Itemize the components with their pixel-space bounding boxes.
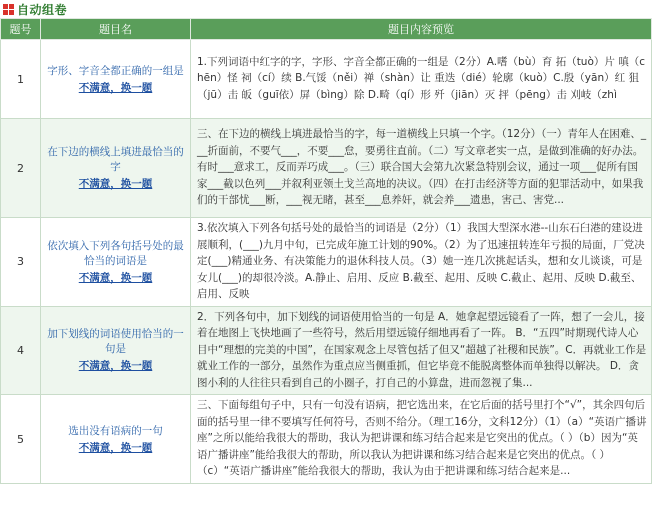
question-name: 在下边的横线上填进最恰当的字 xyxy=(47,146,184,173)
question-name: 选出没有语病的一句 xyxy=(68,424,163,437)
replace-question-link[interactable]: 不满意，换一题 xyxy=(78,81,153,94)
section-header xyxy=(0,0,652,18)
header-num: 题号 xyxy=(1,19,41,40)
table-row xyxy=(1,40,652,119)
question-number: 5 xyxy=(1,395,41,484)
question-number: 3 xyxy=(1,218,41,307)
header-name: 题目名 xyxy=(41,19,191,40)
replace-question-link[interactable]: 不满意，换一题 xyxy=(78,360,153,373)
question-name-cell xyxy=(41,119,191,218)
question-table xyxy=(0,18,652,484)
table-row xyxy=(1,306,652,395)
table-row xyxy=(1,119,652,218)
table-header-row xyxy=(1,19,652,40)
question-preview: 三、下面每组句子中，只有一句没有语病，把它选出来，在它后面的括号里打个“√”，其余四句后面的括号里一律不要填写任何符号，否则不给分。（理工16分，文科12分）（1）（a）“英语广播讲座”之所以能给我很大的帮助，我认为把讲课和练习结合起来是它突出的优点。（ ）（b）因为“英语广播讲座”能给我很大的帮助，所以我认为把讲课和练习结合起来是它突出的优点。（ ）（c）“英语广播讲座”能给我很大的帮助，我认为由于把讲课和练习结合起来是... xyxy=(191,395,652,484)
question-name: 加下划线的词语使用恰当的一句是 xyxy=(47,328,184,356)
table-row xyxy=(1,395,652,484)
header-preview: 题目内容预览 xyxy=(191,19,652,40)
table-row xyxy=(1,218,652,307)
question-name: 字形、字音全都正确的一组是 xyxy=(47,64,184,77)
replace-question-link[interactable]: 不满意，换一题 xyxy=(78,271,153,284)
question-preview: 1.下列词语中红字的字，字形、字音全都正确的一组是（2分）A.嗜（bù）育 拓（tuò）片 嗔（chēn）怪 祠（cí）续 B.气馁（něi）禅（shàn）让 重迭（dié）轮廓（kuò）C.殷（yān）红 狙（jū）击 皈（guī依）屏（bìng）除 D.畸（qí）形 歼（jiān）灭 抨（pēng）击 刈岐（zhì xyxy=(191,40,652,119)
question-preview: 三、在下边的横线上填进最恰当的字，每一道横线上只填一个字。（12分）（一）青年人在困难、___折面前，不要气___，不要___怠，要勇往直前。（二）写文章老实一点，是做到准确的好办法。有时___意求工，反而弄巧成___。（三）联合国大会第九次紧急特别会议，通过一项___促所有国家___截以色列___并叙利亚领土戈兰高地的决议。（四）在打击经济等方面的犯罪活动中，如果我们的干部忧___断，___视无睹，甚至___息养奸，就会养___遗患，害己、害党... xyxy=(191,119,652,218)
question-number: 2 xyxy=(1,119,41,218)
question-preview: 3.依次填入下列各句括号处的最恰当的词语是（2分）（1）我国大型深水港--山东石臼港的建设进展顺利，(___)九月中旬，已完成年施工计划的90%。（2）为了迅速扭转连年亏损的局面，厂党决定(___)精通业务、有决策能力的退休科技人员。（3）她一连几次挑起话头，想和女儿谈谈，可是女儿(___)的却很冷淡。A.静止、启用、反应 B.截至、起用、反映 C.截止、起用、反映 D.截至、启用、反映 xyxy=(191,218,652,307)
question-preview: 2．下列各句中，加下划线的词语使用恰当的一句是 A．她拿起望远镜看了一阵，想了一会儿，接着在地图上飞快地画了一些符号，然后用望远镜仔细地再看了一阵。 B．“五四”时期现代诗人心目中“理想的完美的中国”，在国家观念上尽管包括了但又“超越了社稷和民族”。C．再就业工作是就业工作的一部分，虽然作为重点应当侧重抓，但它毕竟不能脱离整体而单独得以解决。 D．贪图小利的人往往只看到自己的小圈子，打自己的小算盘，进而忽视了集... xyxy=(191,306,652,395)
section-title: 自动组卷 xyxy=(17,2,68,17)
question-name-cell xyxy=(41,40,191,119)
question-name: 依次填入下列各句括号处的最恰当的词语是 xyxy=(47,239,184,267)
question-name-cell xyxy=(41,218,191,307)
grid-icon xyxy=(3,4,14,15)
question-number: 1 xyxy=(1,40,41,119)
replace-question-link[interactable]: 不满意，换一题 xyxy=(78,441,153,454)
question-number: 4 xyxy=(1,306,41,395)
question-name-cell xyxy=(41,395,191,484)
replace-question-link[interactable]: 不满意，换一题 xyxy=(78,178,153,190)
question-name-cell xyxy=(41,306,191,395)
